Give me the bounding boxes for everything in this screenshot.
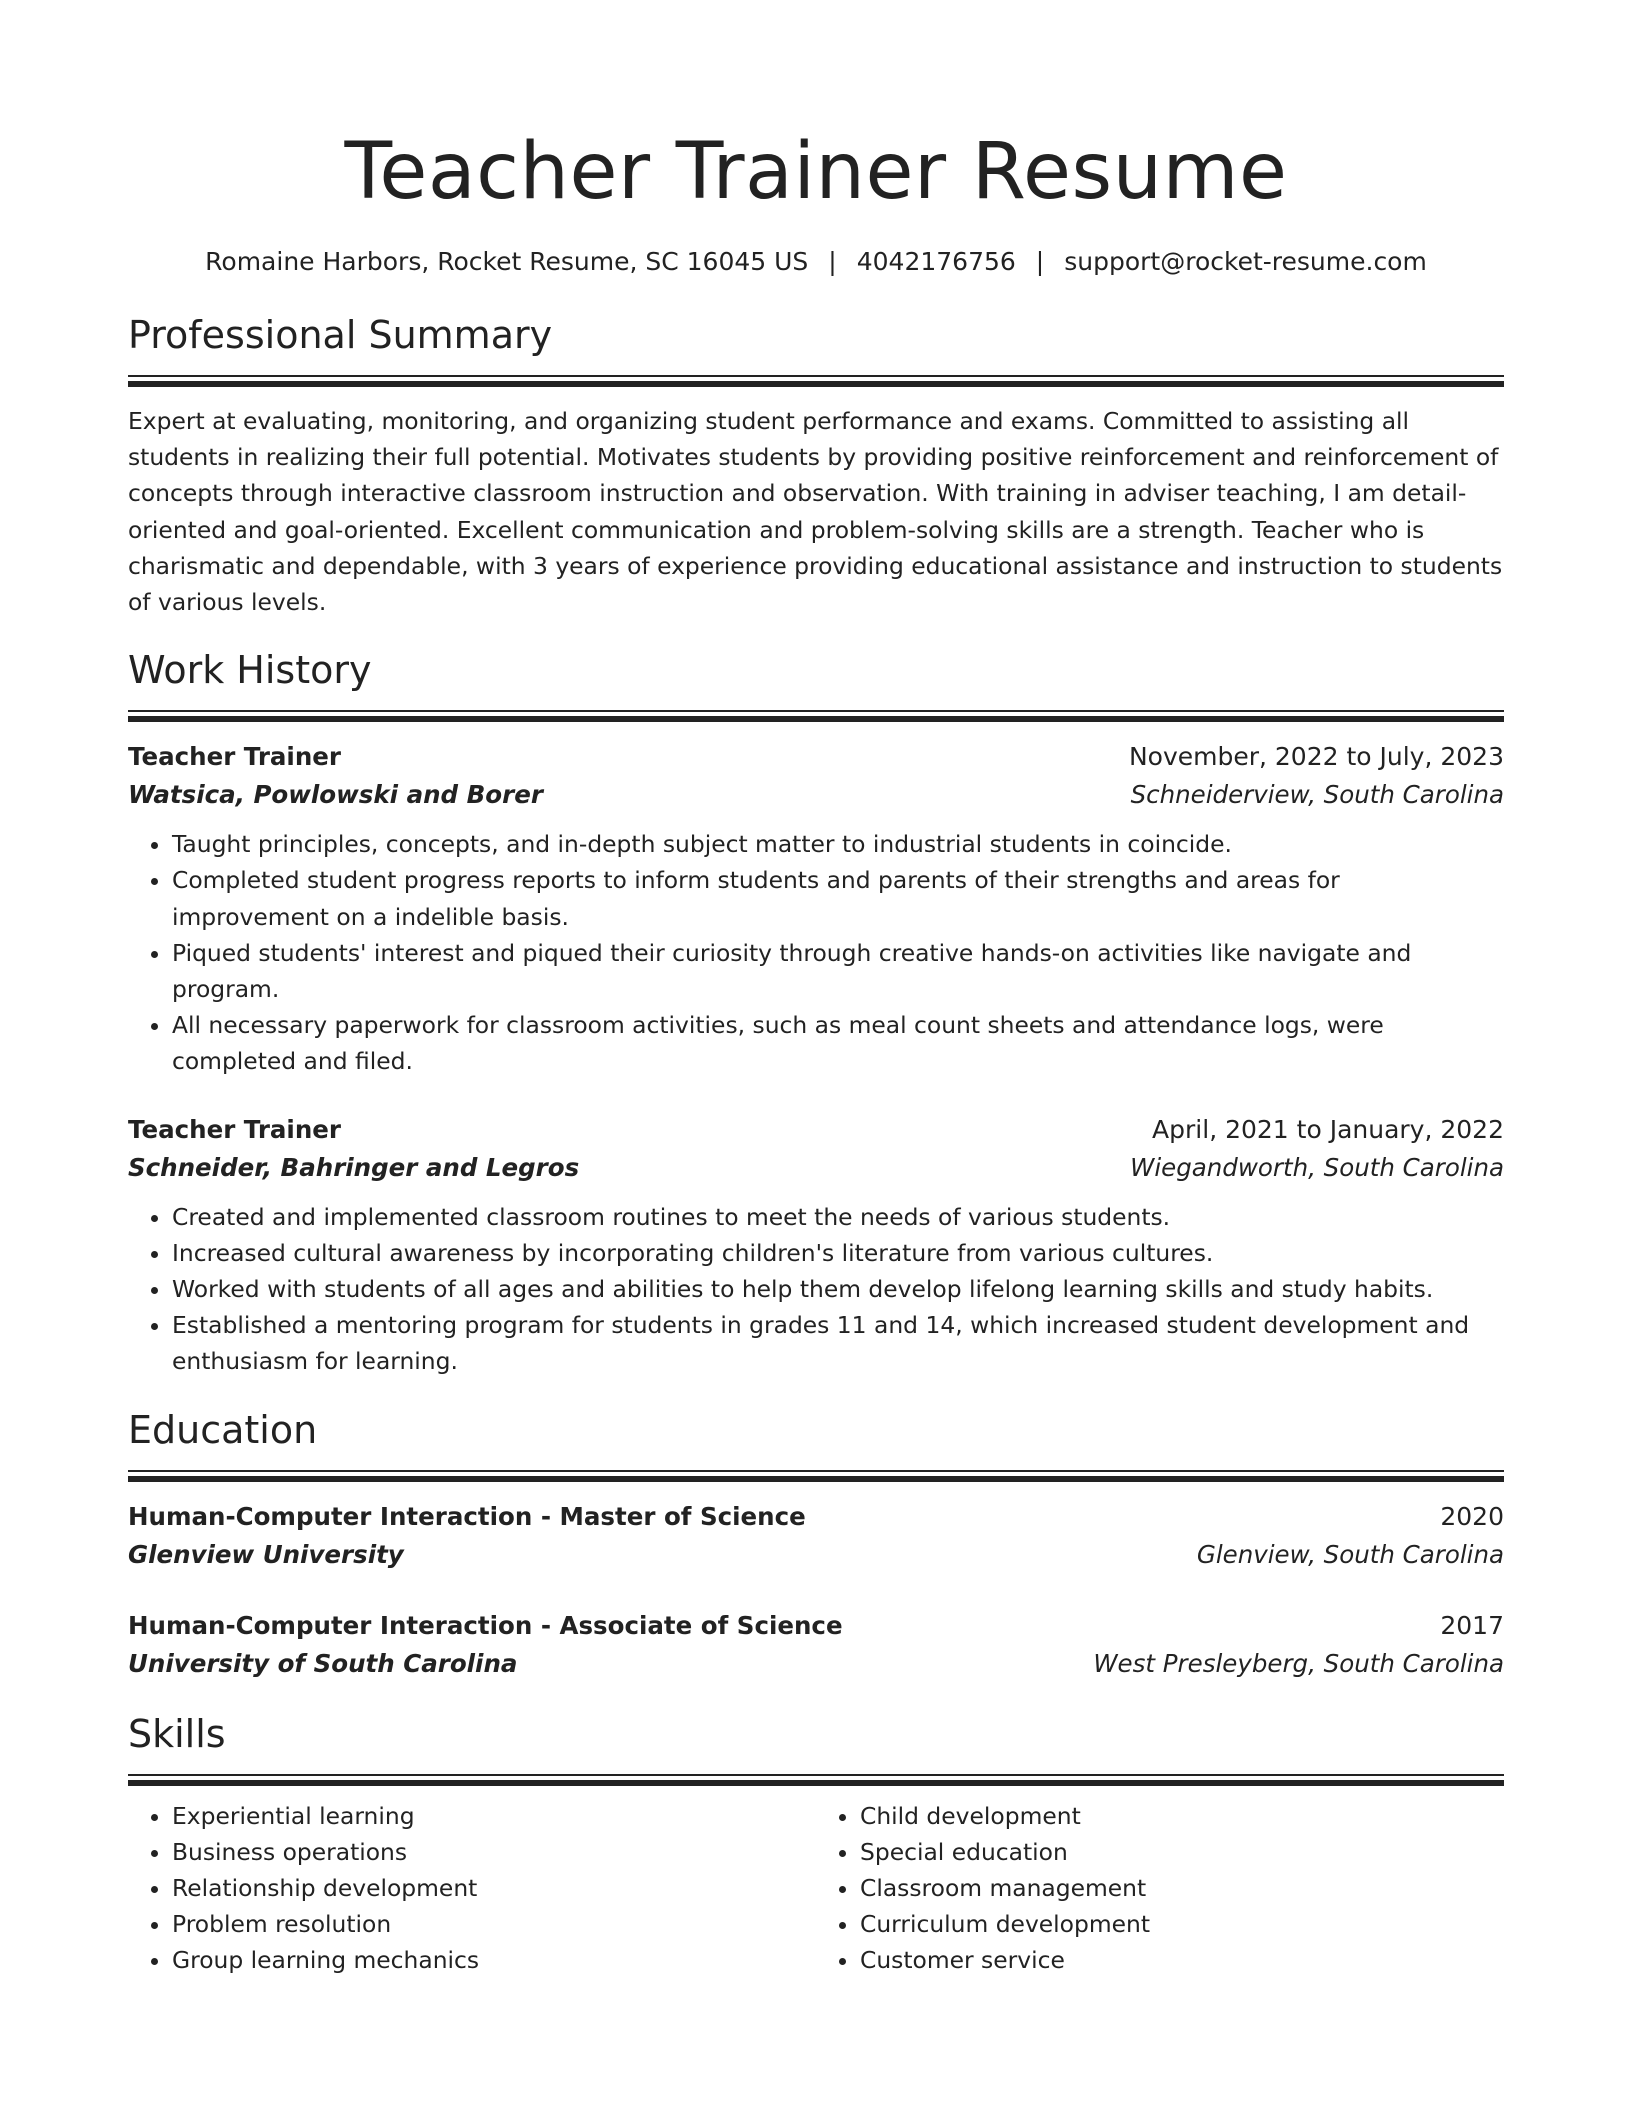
- skills-column-right: [816, 1798, 1504, 1979]
- skill-item: • Group learning mechanics: [172, 1942, 816, 1978]
- resume-title: Teacher Trainer Resume: [344, 127, 1288, 217]
- contact-separator: |: [1035, 247, 1045, 276]
- section-heading-summary: Professional Summary: [128, 313, 553, 357]
- education-school: Glenview University: [128, 1539, 404, 1569]
- job-location: Wiegandworth, South Carolina: [1130, 1152, 1504, 1182]
- list-item: • Piqued students' interest and piqued their curiosity through creative hands-on activities like navigate and program.: [172, 935, 1504, 1007]
- summary-section: [128, 309, 1504, 620]
- contact-address: Romaine Harbors, Rocket Resume, SC 16045 US: [205, 247, 809, 276]
- job-entry: [128, 1111, 1504, 1380]
- job-dates: April, 2021 to January, 2022: [1152, 1114, 1504, 1144]
- education-header-row: [128, 1607, 1504, 1645]
- skills-column-left: [128, 1798, 816, 1979]
- education-school: University of South Carolina: [128, 1648, 518, 1678]
- education-section: [128, 1404, 1504, 1683]
- section-divider: [128, 710, 1504, 722]
- list-item: • Taught principles, concepts, and in-depth subject matter to industrial students in coincide.: [172, 826, 1504, 862]
- job-header-row: [128, 1111, 1504, 1149]
- skills-grid: [128, 1798, 1504, 1979]
- contact-phone: 4042176756: [856, 247, 1016, 276]
- skills-section: [128, 1708, 1504, 1979]
- education-entry: [128, 1498, 1504, 1574]
- contact-email: support@rocket-resume.com: [1064, 247, 1427, 276]
- education-year: 2017: [1440, 1610, 1504, 1640]
- education-header-row: [128, 1498, 1504, 1536]
- list-item: • Worked with students of all ages and abilities to help them develop lifelong learning skills and study habits.: [172, 1271, 1504, 1307]
- education-entry: [128, 1607, 1504, 1683]
- list-item: • Increased cultural awareness by incorporating children's literature from various cultures.: [172, 1235, 1504, 1271]
- skill-item: • Curriculum development: [860, 1906, 1504, 1942]
- list-item: • Created and implemented classroom routines to meet the needs of various students.: [172, 1199, 1504, 1235]
- section-heading-work: Work History: [128, 648, 372, 693]
- education-location: Glenview, South Carolina: [1196, 1539, 1504, 1569]
- section-divider: [128, 1470, 1504, 1482]
- list-item: • All necessary paperwork for classroom activities, such as meal count sheets and attendance logs, were completed and filed.: [172, 1007, 1504, 1079]
- education-degree: Human-Computer Interaction - Master of Science: [128, 1501, 806, 1531]
- skill-item: • Classroom management: [860, 1870, 1504, 1906]
- job-dates: November, 2022 to July, 2023: [1128, 742, 1504, 772]
- education-location: West Presleyberg, South Carolina: [1093, 1648, 1504, 1678]
- education-year: 2020: [1440, 1501, 1504, 1531]
- summary-text: Expert at evaluating, monitoring, and organizing student performance and exams. Committed to assisting all students in realizing their full potential. Motivates students by providing positive reinforcement and reinforcement of concepts through interactive classroom instruction and observation. With training in adviser teaching, I am detail-oriented and goal-oriented. Excellent communication and problem-solving skills are a strength. Teacher who is charismatic and dependable, with 3 years of experience providing educational assistance and instruction to students of various levels.: [128, 407, 1503, 617]
- job-location: Schneiderview, South Carolina: [1130, 780, 1504, 810]
- job-company: Watsica, Powlowski and Borer: [128, 780, 543, 810]
- list-item: • Established a mentoring program for students in grades 11 and 14, which increased student development and enthusiasm for learning.: [172, 1307, 1504, 1379]
- skill-item: • Relationship development: [172, 1870, 816, 1906]
- skill-item: • Customer service: [860, 1942, 1504, 1978]
- education-subheader-row: [128, 1645, 1504, 1683]
- job-subheader-row: [128, 776, 1504, 814]
- job-bullets: [128, 826, 1504, 1079]
- skill-item: • Experiential learning: [172, 1798, 816, 1834]
- skills-list: [128, 1798, 816, 1979]
- section-heading-education: Education: [128, 1407, 318, 1452]
- skill-item: • Business operations: [172, 1834, 816, 1870]
- skill-item: • Child development: [860, 1798, 1504, 1834]
- job-bullets: [128, 1199, 1504, 1380]
- contact-line: [128, 244, 1504, 280]
- job-title: Teacher Trainer: [128, 1114, 341, 1144]
- job-header-row: [128, 738, 1504, 776]
- education-subheader-row: [128, 1536, 1504, 1574]
- section-heading-skills: Skills: [128, 1711, 226, 1756]
- skills-list: [816, 1798, 1504, 1979]
- contact-separator: |: [828, 247, 837, 276]
- education-degree: Human-Computer Interaction - Associate of Science: [128, 1610, 843, 1640]
- section-divider: [128, 1774, 1504, 1786]
- job-entry: [128, 738, 1504, 1079]
- job-company: Schneider, Bahringer and Legros: [128, 1152, 580, 1182]
- list-item: • Completed student progress reports to inform students and parents of their strengths and areas for improvement on a indelible basis.: [172, 862, 1504, 934]
- job-subheader-row: [128, 1149, 1504, 1187]
- skill-item: • Problem resolution: [172, 1906, 816, 1942]
- job-title: Teacher Trainer: [128, 742, 341, 772]
- section-divider: [128, 375, 1504, 387]
- skill-item: • Special education: [860, 1834, 1504, 1870]
- work-section: [128, 644, 1504, 1379]
